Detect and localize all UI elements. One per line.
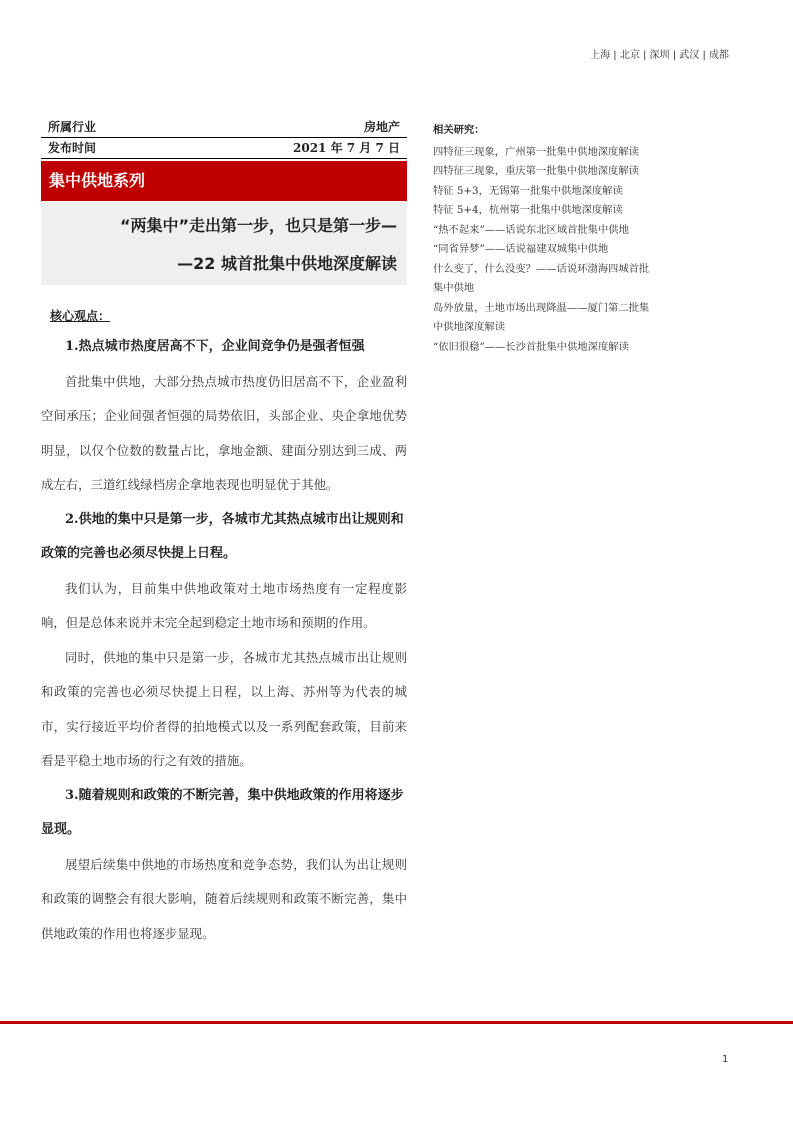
point-1: 1.热点城市热度居高不下，企业间竞争仍是强者恒强 (65, 339, 365, 354)
left-column (41, 117, 407, 951)
date-label: 发布时间 (48, 141, 97, 155)
paragraph-2: 我们认为，目前集中供地政策对土地市场热度有一定程度影响，但是总体来说并未完全起到稳定土地市场和预期的作用。 (41, 580, 407, 630)
point-2: 2.供地的集中只是第一步，各城市尤其热点城市出让规则和政策的完善也必须尽快提上日程。 (41, 511, 404, 561)
report-title-line2: —22 城首批集中供地深度解读 (177, 254, 397, 273)
divider (41, 158, 407, 159)
footer-rule (0, 1021, 793, 1024)
related-link[interactable]: “依旧很稳”——长沙首批集中供地深度解读 (433, 340, 629, 353)
series-banner: 集中供地系列 (41, 161, 407, 201)
paragraph-3: 同时，供地的集中只是第一步，各城市尤其热点城市出让规则和政策的完善也必须尽快提上日程，以上海、苏州等为代表的城市，实行接近平均价者得的拍地模式以及一系列配套政策，目前来看是平稳土地市场的行之有效的措施。 (41, 649, 407, 768)
paragraph-4: 展望后续集中供地的市场热度和竞争态势，我们认为出让规则和政策的调整会有很大影响，随着后续规则和政策不断完善，集中供地政策的作用也将逐步显现。 (41, 856, 407, 941)
core-body (41, 330, 407, 951)
related-link[interactable]: 特征 5+4，杭州第一批集中供地深度解读 (433, 204, 623, 216)
related-link[interactable]: 四特征三现象，广州第一批集中供地深度解读 (433, 145, 639, 158)
related-link[interactable]: “热不起来”——话说东北区域首批集中供地 (433, 223, 629, 236)
industry-value: 房地产 (363, 120, 400, 134)
office-cities: 上海 | 北京 | 深圳 | 武汉 | 成都 (590, 50, 729, 61)
industry-row (41, 117, 407, 137)
industry-label: 所属行业 (48, 120, 97, 134)
date-row (41, 138, 407, 158)
related-research (433, 121, 703, 357)
report-title-box (41, 201, 407, 285)
date-value: 2021 年 7 月 7 日 (293, 141, 400, 155)
related-link[interactable]: 岛外放量，土地市场出现降温——厦门第二批集 中供地深度解读 (433, 301, 650, 333)
related-link[interactable]: 什么变了，什么没变？——话说环渤海四城首批 集中供地 (433, 262, 650, 294)
related-link[interactable]: 特征 5+3，无锡第一批集中供地深度解读 (433, 184, 623, 197)
related-link[interactable]: “同省异梦”——话说福建双城集中供地 (433, 243, 609, 255)
related-heading: 相关研究： (433, 124, 485, 136)
core-heading: 核心观点： (50, 309, 111, 323)
related-link[interactable]: 四特征三现象，重庆第一批集中供地深度解读 (433, 165, 639, 177)
page-number: 1 (722, 1054, 729, 1065)
report-title-line1: “两集中”走出第一步，也只是第一步— (119, 216, 397, 235)
point-3: 3.随着规则和政策的不断完善，集中供地政策的作用将逐步显现。 (41, 787, 404, 837)
paragraph-1: 首批集中供地，大部分热点城市热度仍旧居高不下，企业盈利空间承压；企业间强者恒强的局势依旧，头部企业、央企拿地优势明显，以仅个位数的数量占比，拿地金额、建面分别达到三成、两成左右，三道红线绿档房企拿地表现也明显优于其他。 (41, 373, 407, 492)
